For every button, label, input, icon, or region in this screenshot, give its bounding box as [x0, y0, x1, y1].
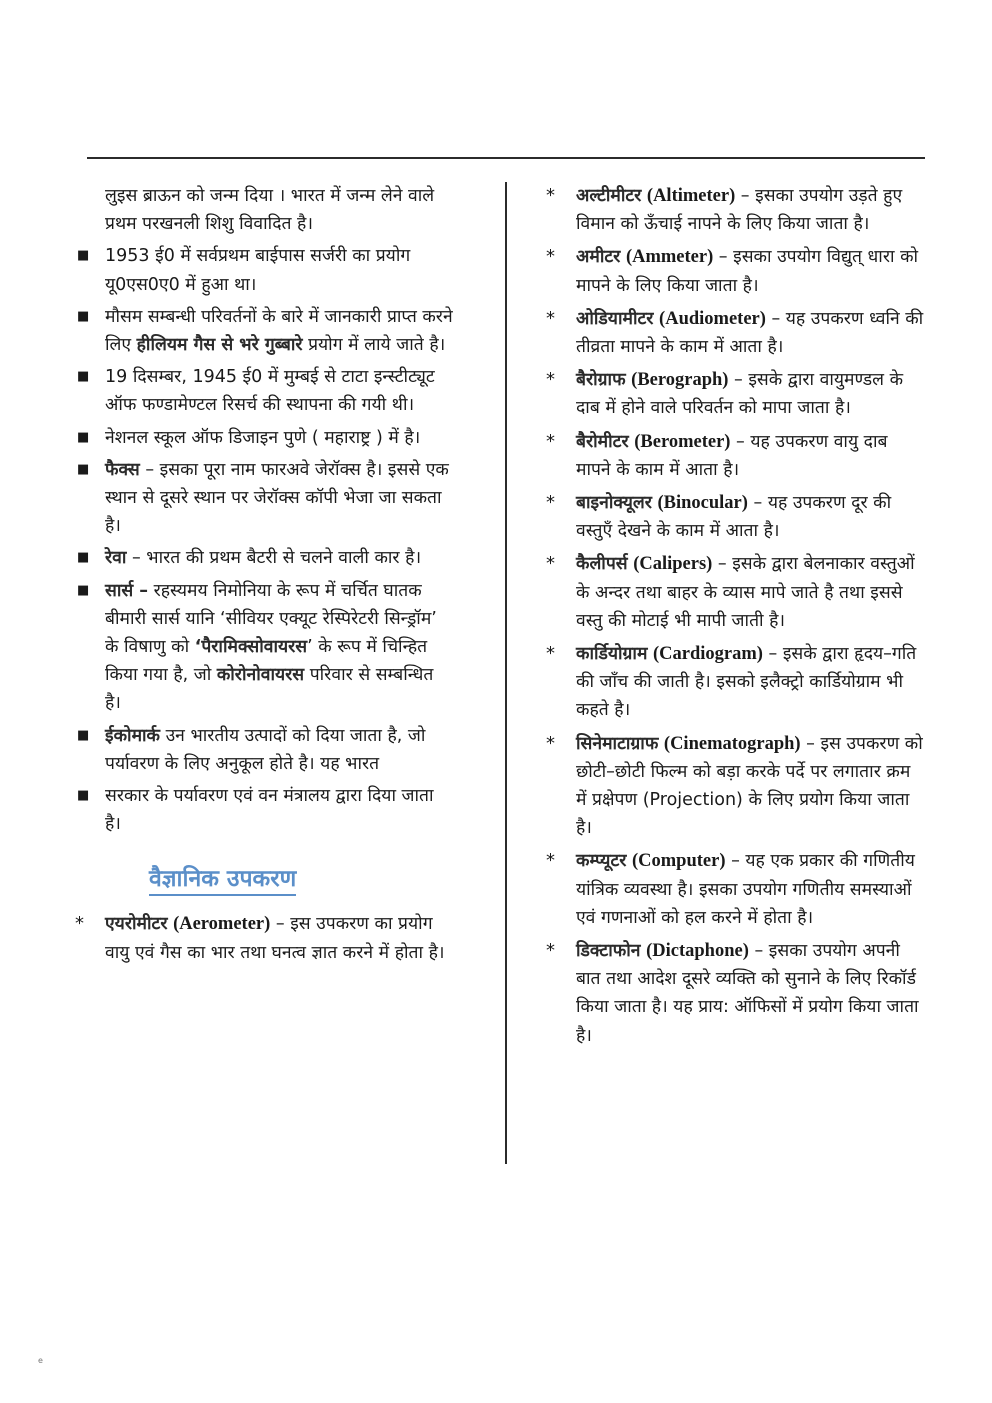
asterisk-bullet-icon: * — [75, 913, 84, 935]
instrument-description: – इस उपकरण को छोटी–छोटी फिल्म को बड़ा करके पर्दे पर लगातार क्रम में प्रक्षेपण (Projection) के लिए प्रयोग किया जाता है। — [576, 733, 923, 839]
list-item — [75, 722, 453, 778]
square-bullet-icon: ■ — [77, 727, 90, 743]
instrument-entry — [546, 428, 926, 484]
instrument-english-name: (Audiometer) — [659, 308, 766, 329]
top-rule — [87, 157, 925, 159]
list-item-highlight: सार्स – — [105, 580, 149, 601]
instrument-entry — [546, 550, 926, 635]
asterisk-bullet-icon: * — [546, 643, 555, 665]
list-item-text: सरकार के पर्यावरण एवं वन मंत्रालय द्वारा दिया जाता है। — [105, 786, 434, 835]
list-item — [75, 577, 453, 718]
instrument-english-name: (Berometer) — [634, 431, 731, 452]
instrument-name: एयरोमीटर — [105, 914, 168, 935]
instrument-description: – इसके द्वारा वायुमण्डल के दाब में होने वाले परिवर्तन को मापा जाता है। — [576, 370, 904, 419]
list-item-highlight: फैक्स — [105, 459, 140, 480]
footer-mark: e — [38, 1356, 43, 1365]
list-item-text: उन भारतीय उत्पादों को दिया जाता है, जो पर्यावरण के लिए अनुकूल होते है। यह भारत — [105, 725, 426, 774]
list-item-text: परिवार से सम्बन्धित है। — [105, 665, 434, 714]
instrument-name: कैलीपर्स — [576, 554, 628, 575]
list-item — [75, 363, 453, 419]
list-item-text: नेशनल स्कूल ऑफ डिजाइन पुणे ( महाराष्ट्र ) में है। — [105, 427, 421, 448]
instrument-entry — [546, 730, 926, 843]
square-bullet-icon: ■ — [77, 248, 90, 264]
instrument-entry — [546, 847, 926, 932]
asterisk-bullet-icon: * — [546, 430, 555, 452]
instrument-name: बैरोग्राफ — [576, 370, 626, 391]
instrument-name: अल्टीमीटर — [576, 186, 642, 206]
instrument-name: सिनेमाटाग्राफ — [576, 733, 659, 754]
instrument-english-name: (Cinematograph) — [663, 733, 801, 754]
instrument-english-name: (Aerometer) — [173, 914, 271, 935]
instrument-description: – यह उपकरण वायु दाब मापने के काम में आता है। — [576, 431, 888, 480]
instrument-english-name: (Calipers) — [633, 554, 713, 575]
left-column — [75, 182, 453, 971]
instrument-name: बैरोमीटर — [576, 431, 629, 452]
instrument-description: – इसका उपयोग विद्युत् धारा को मापने के लिए किया जाता है। — [576, 247, 919, 296]
list-item — [75, 242, 453, 298]
instrument-entry — [75, 910, 453, 966]
instrument-english-name: (Binocular) — [657, 493, 748, 514]
instrument-entry — [546, 366, 926, 422]
list-item — [75, 456, 453, 541]
asterisk-bullet-icon: * — [546, 246, 555, 268]
column-divider — [505, 182, 507, 1164]
instrument-description: – इसके द्वारा बेलनाकार वस्तुओं के अन्दर तथा बाहर के व्यास मापे जाते है तथा इससे वस्तु की मोटाई भी मापी जाती है। — [576, 554, 915, 631]
continued-paragraph: लुइस ब्राऊन को जन्म दिया । भारत में जन्म लेने वाले प्रथम परखनली शिशु विवादित है। — [105, 186, 435, 235]
asterisk-bullet-icon: * — [546, 940, 555, 962]
asterisk-bullet-icon: * — [546, 850, 555, 872]
instrument-name: बाइनोक्यूलर — [576, 493, 652, 514]
instrument-description: – इस उपकरण का प्रयोग वायु एवं गैस का भार तथा घनत्व ज्ञात करने में होता है। — [105, 914, 445, 963]
instrument-english-name: (Altimeter) — [646, 186, 736, 206]
instrument-english-name: (Computer) — [632, 851, 726, 872]
instrument-description: – इसके द्वारा हृदय–गति की जाँच की जाती है। इसको इलैक्ट्रो कार्डियोग्राम भी कहते है। — [576, 644, 917, 721]
list-item-text: 19 दिसम्बर, 1945 ई0 में मुम्बई से टाटा इन्स्टीट्यूट ऑफ फण्डामेण्टल रिसर्च की स्थापना की गयी थी। — [105, 367, 435, 416]
instrument-entry — [546, 937, 926, 1050]
instrument-english-name: (Dictaphone) — [646, 941, 749, 962]
square-bullet-icon: ■ — [77, 369, 90, 385]
instrument-entry — [546, 640, 926, 725]
instrument-english-name: (Cardiogram) — [653, 644, 763, 665]
instrument-description: – इसका उपयोग अपनी बात तथा आदेश दूसरे व्यक्ति को सुनाने के लिए रिकॉर्ड किया जाता है। यह प्राय: ऑफिसों में प्रयोग किया जाता है। — [576, 941, 919, 1046]
asterisk-bullet-icon: * — [546, 307, 555, 329]
asterisk-bullet-icon: * — [546, 369, 555, 391]
instrument-name: डिक्टाफोन — [576, 941, 641, 962]
instrument-entry — [546, 182, 926, 238]
instrument-name: कम्प्यूटर — [576, 851, 627, 872]
section-heading: वैज्ञानिक उपकरण — [149, 864, 296, 896]
instrument-name: अमीटर — [576, 247, 621, 268]
instrument-english-name: (Ammeter) — [625, 247, 714, 268]
list-item-highlight: कोरोनोवायरस — [216, 665, 305, 686]
instrument-description: – यह उपकरण दूर की वस्तुएँ देखने के काम में आता है। — [576, 493, 892, 542]
list-item-highlight: ईकोमार्क — [105, 725, 161, 746]
asterisk-bullet-icon: * — [546, 732, 555, 754]
list-item — [75, 544, 453, 572]
list-item-text: – इसका पूरा नाम फारअवे जेरॉक्स है। इससे एक स्थान से दूसरे स्थान पर जेरॉक्स कॉपी भेजा जा सकता है। — [105, 459, 449, 537]
list-item-text: मौसम सम्बन्धी परिवर्तनों के बारे में जानकारी प्राप्त करने लिए — [105, 306, 453, 356]
instrument-name: कार्डियोग्राम — [576, 644, 648, 665]
square-bullet-icon: ■ — [77, 550, 90, 566]
list-item-text: – भारत की प्रथम बैटरी से चलने वाली कार है। — [126, 548, 422, 569]
instrument-english-name: (Berograph) — [631, 370, 729, 391]
instrument-entry — [546, 243, 926, 299]
square-bullet-icon: ■ — [77, 308, 90, 324]
list-item — [75, 782, 453, 838]
list-item-text: प्रयोग में लाये जाते है। — [302, 335, 446, 356]
asterisk-bullet-icon: * — [546, 185, 555, 206]
list-item-highlight: ‘पैरामिक्सोवायरस — [194, 637, 308, 658]
asterisk-bullet-icon: * — [546, 553, 555, 575]
list-item — [75, 424, 453, 452]
instrument-description: – इसका उपयोग उड़ते हुए विमान को ऊँचाई नापने के लिए किया जाता है। — [576, 186, 903, 235]
list-item-highlight: हीलियम गैस से भरे गुब्बारे — [136, 335, 303, 356]
list-item-text: 1953 ई0 में सर्वप्रथम बाईपास सर्जरी का प्रयोग यू0एस0ए0 में हुआ था। — [105, 246, 411, 295]
square-bullet-icon: ■ — [77, 788, 90, 804]
square-bullet-icon: ■ — [77, 429, 90, 445]
asterisk-bullet-icon: * — [546, 492, 555, 514]
square-bullet-icon: ■ — [77, 461, 90, 477]
instrument-entry — [546, 305, 926, 361]
list-item-text: ’ के रूप में चिन्हित किया गया है, जो — [105, 637, 428, 686]
instrument-entry — [546, 489, 926, 545]
list-item-highlight: रेवा — [105, 548, 127, 569]
list-item — [75, 303, 453, 359]
right-column — [546, 182, 926, 1055]
list-item-text: रहस्यमय निमोनिया के रूप में चर्चित घातक बीमारी सार्स यानि ‘सीवियर एक्यूट रेस्पिरेटरी सिन्ड्रॉम’ के विषाणु को — [105, 580, 437, 658]
instrument-description: – यह एक प्रकार की गणितीय यांत्रिक व्यवस्था है। इसका उपयोग गणितीय समस्याओं एवं गणनाओं को हल करने में होता है। — [576, 851, 915, 928]
instrument-description: – यह उपकरण ध्वनि की तीव्रता मापने के काम में आता है। — [576, 308, 924, 358]
instrument-name: ओडियामीटर — [576, 308, 654, 329]
square-bullet-icon: ■ — [77, 582, 90, 598]
